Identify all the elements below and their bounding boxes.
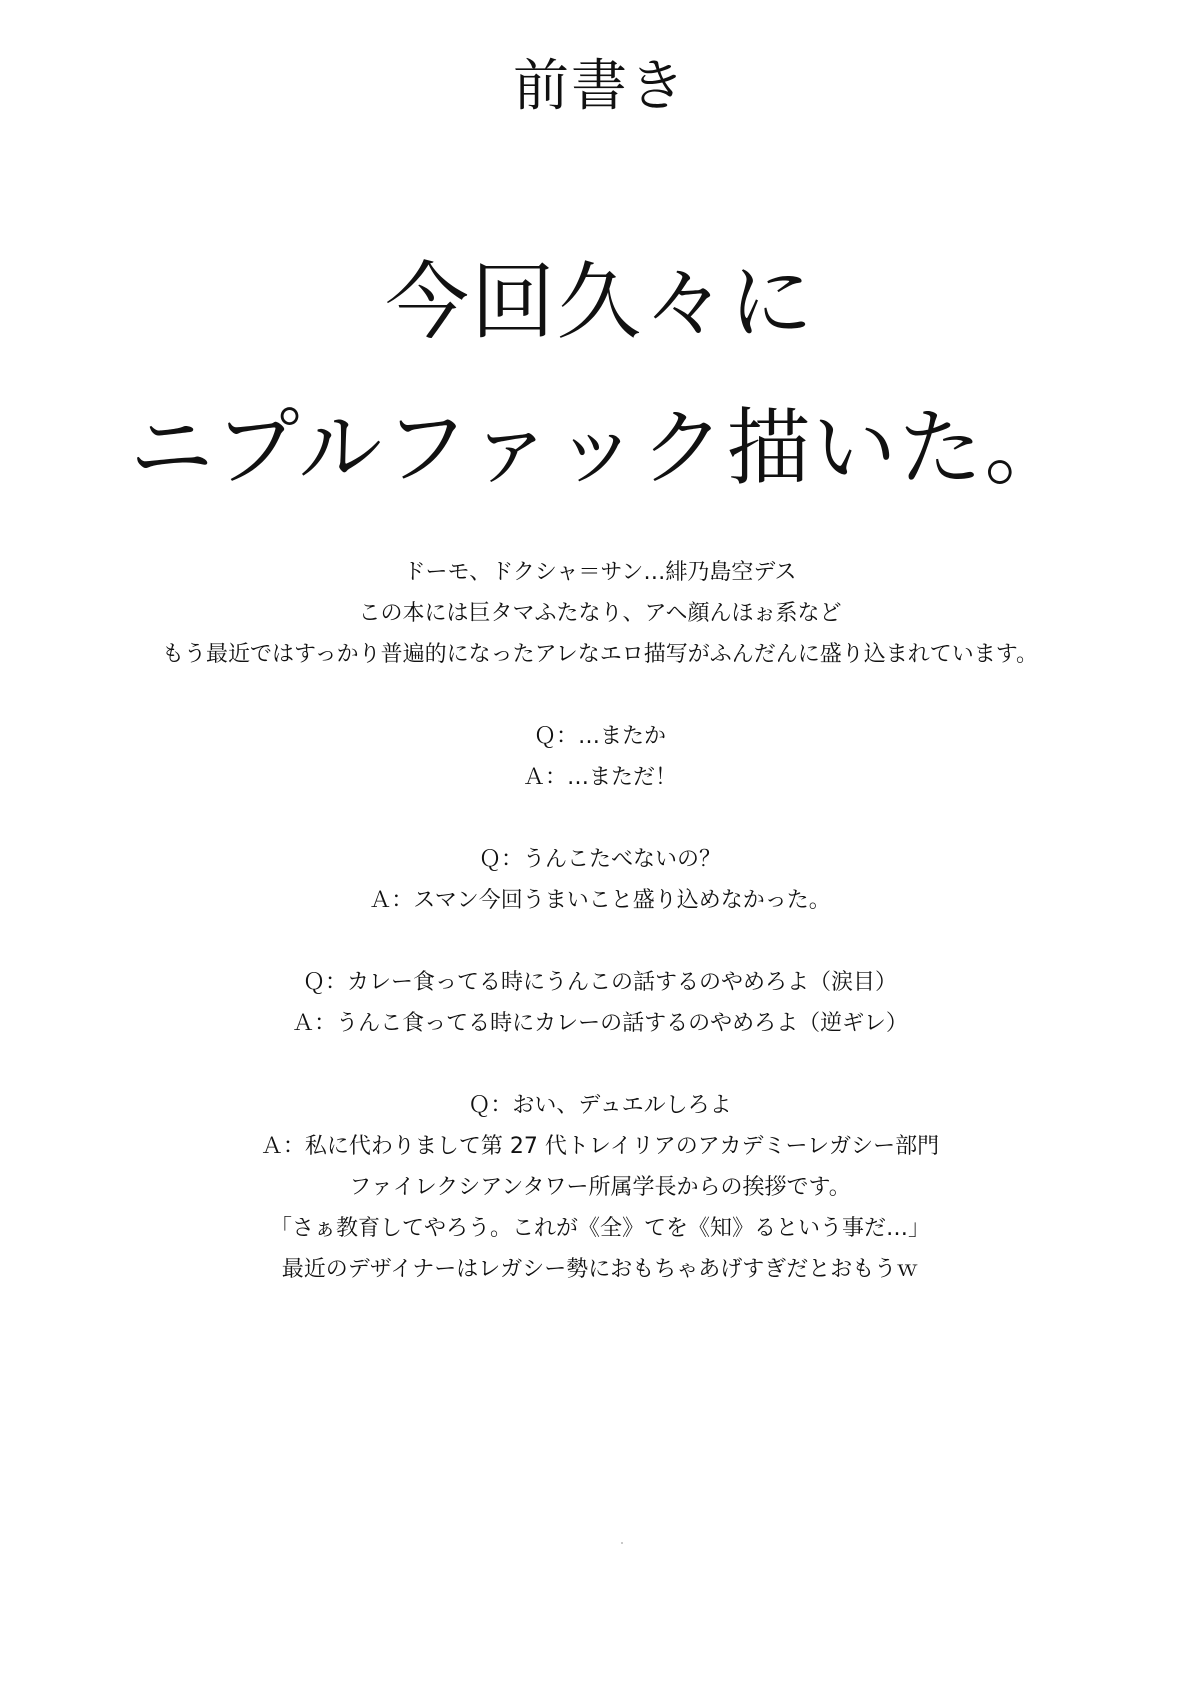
qa-answer: Ａ：私に代わりまして第 27 代トレイリアのアカデミーレガシー部門 bbox=[260, 1134, 940, 1159]
headline-line-1: 今回久々に bbox=[384, 253, 815, 351]
paragraph-gap bbox=[0, 1044, 1200, 1085]
paragraph-gap bbox=[0, 675, 1200, 716]
intro-line: ドーモ、ドクシャ＝サン…緋乃島空デス bbox=[403, 560, 797, 585]
body-text bbox=[0, 552, 1200, 1290]
qa-question: Ｑ：うんこたべないの？ bbox=[478, 847, 721, 872]
qa-question: Ｑ：カレー食ってる時にうんこの話するのやめろよ（涙目） bbox=[302, 970, 897, 995]
intro-line: この本には巨タマふたなり、アヘ顔んほぉ系など bbox=[358, 601, 842, 626]
qa-answer: Ａ：うんこ食ってる時にカレーの話するのやめろよ（逆ギレ） bbox=[292, 1011, 908, 1036]
paper-speck bbox=[621, 1542, 623, 1544]
qa-answer-continued: ファイレクシアンタワー所属学長からの挨拶です。 bbox=[349, 1175, 851, 1200]
headline-line-2: ニプルファック描いた。 bbox=[129, 399, 1071, 497]
paragraph-gap bbox=[0, 798, 1200, 839]
qa-question: Ｑ：おい、デュエルしろよ bbox=[468, 1093, 732, 1118]
qa-answer-continued: 「さぁ教育してやろう。これが《全》てを《知》るという事だ…」 bbox=[269, 1216, 930, 1241]
qa-answer-continued: 最近のデザイナーはレガシー勢におもちゃあげすぎだとおもうｗ bbox=[281, 1257, 919, 1282]
page-heading: 前書き bbox=[513, 54, 687, 119]
paragraph-gap bbox=[0, 921, 1200, 962]
intro-line: もう最近ではすっかり普遍的になったアレなエロ描写がふんだんに盛り込まれています。 bbox=[161, 642, 1039, 667]
qa-answer: Ａ：スマン今回うまいこと盛り込めなかった。 bbox=[369, 888, 831, 913]
qa-question: Ｑ：…またか bbox=[533, 724, 666, 749]
qa-answer: Ａ：…まただ！ bbox=[522, 765, 677, 790]
